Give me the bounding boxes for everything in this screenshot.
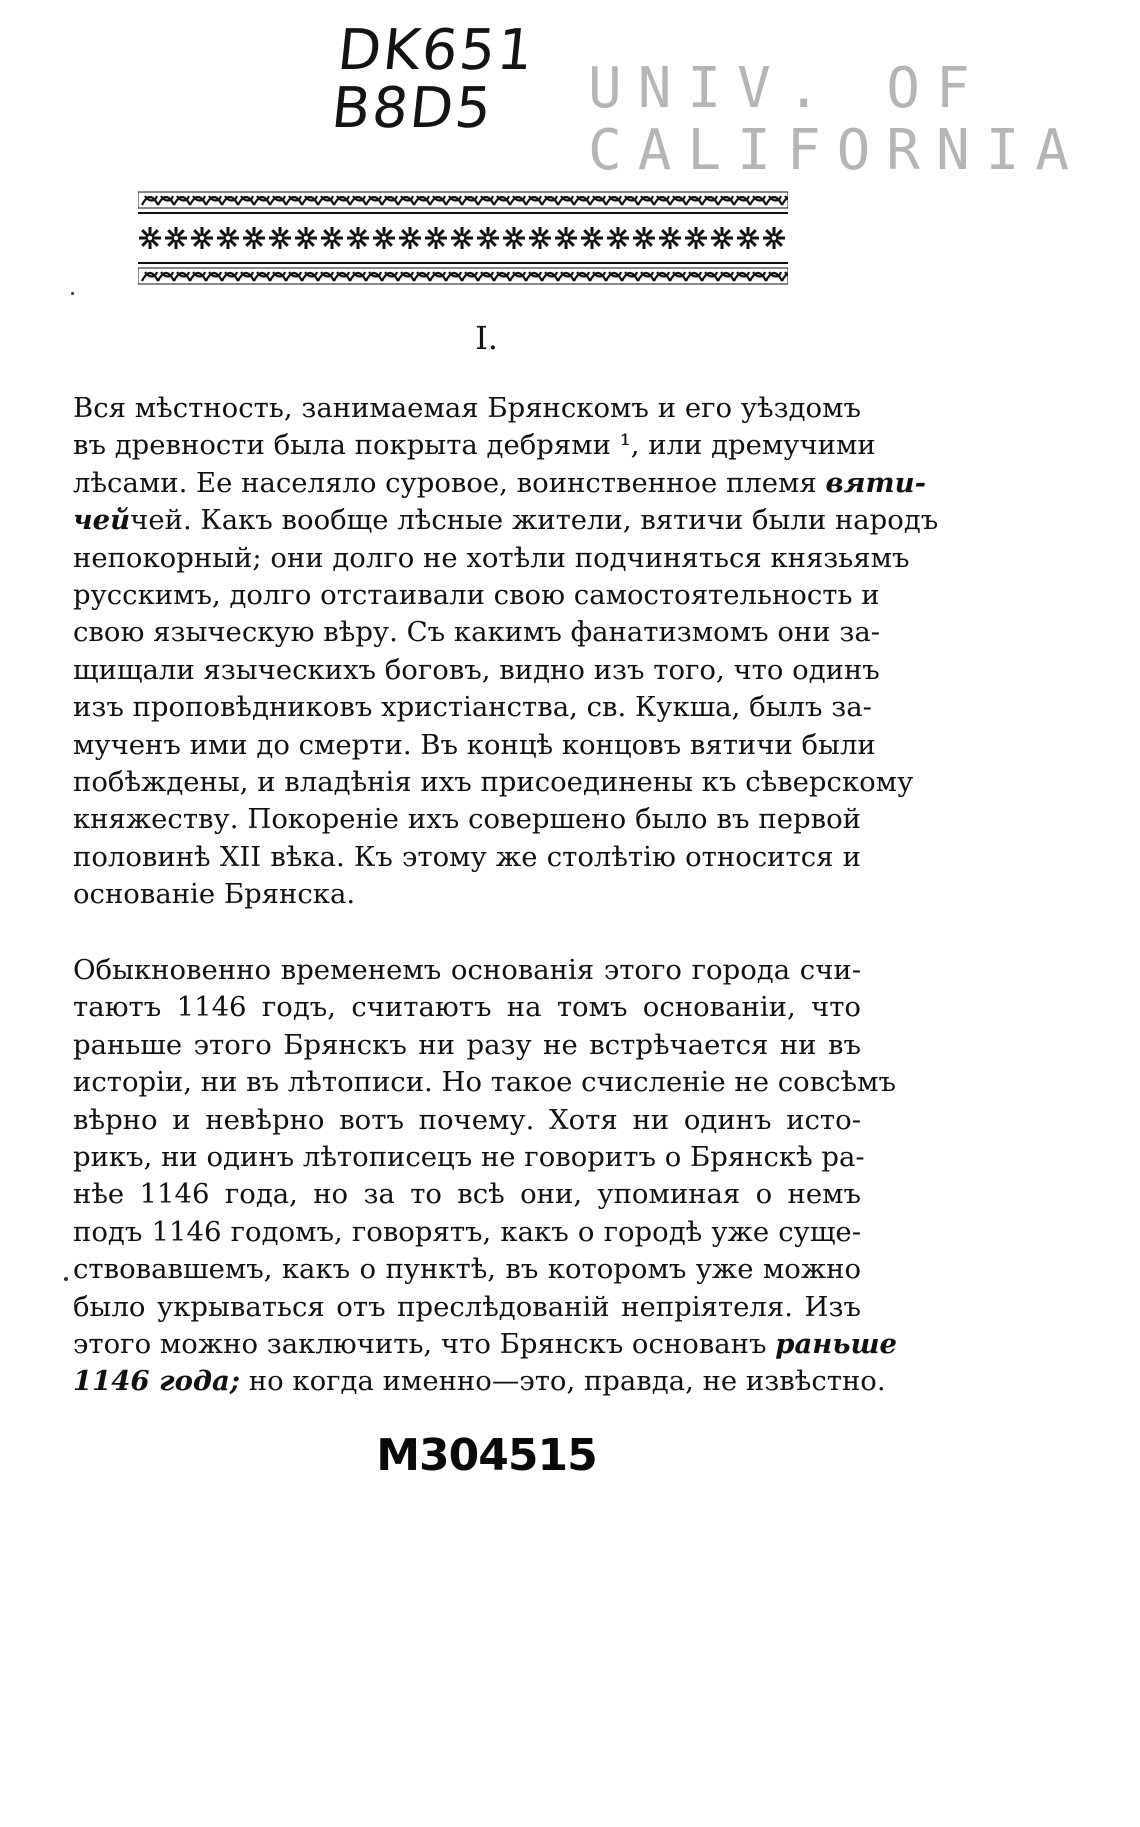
text-line: Вся мѣстность, занимаемая Брянскомъ и его уѣздомъ	[73, 392, 861, 424]
paragraph-2	[73, 952, 898, 1401]
decorative-headpiece	[138, 186, 788, 290]
text-line: Обыкновенно временемъ основанія этого города счи-	[73, 954, 861, 986]
italic-phrase: 1146 года;	[73, 1365, 241, 1398]
text-line: непокорный; они долго не хотѣли подчиняться князьямъ	[73, 541, 910, 574]
margin-speck	[64, 1277, 68, 1281]
italic-phrase: раньше	[775, 1327, 898, 1360]
text-fragment: чей. Какъ вообще лѣсные жители, вятичи были народъ	[130, 504, 939, 537]
text-fragment: лѣсами. Ее населяло суровое, воинственное племя	[73, 466, 826, 499]
text-line: ствовавшемъ, какъ о пунктѣ, въ которомъ уже можно	[73, 1253, 861, 1286]
text-line: было укрываться отъ преслѣдованій непріятеля. Изъ	[73, 1290, 861, 1323]
library-stamp	[588, 56, 1086, 183]
text-line	[73, 502, 939, 539]
text-line: вѣрно и невѣрно вотъ почему. Хотя ни одинъ исто-	[73, 1103, 861, 1136]
library-stamp-line1: UNIV. OF	[588, 56, 986, 121]
accession-number: M304515	[376, 1430, 597, 1481]
text-line: подъ 1146 годомъ, говорятъ, какъ о городѣ уже суще-	[73, 1215, 861, 1248]
call-number-line1: DK651	[334, 18, 539, 83]
text-line	[73, 1363, 886, 1400]
text-line: раньше этого Брянскъ ни разу не встрѣчается ни въ	[73, 1028, 861, 1061]
text-line: изъ проповѣдниковъ христіанства, св. Кукша, былъ за-	[73, 691, 872, 724]
italic-word: вяти-	[825, 466, 926, 499]
text-line: таютъ 1146 годъ, считаютъ на томъ основаніи, что	[73, 991, 861, 1024]
italic-word: чей	[73, 504, 131, 537]
text-line: половинѣ XII вѣка. Къ этому же столѣтію относится и	[73, 840, 861, 873]
text-line: основаніе Брянска.	[73, 878, 356, 911]
text-fragment: но когда именно—это, правда, не извѣстно.	[240, 1365, 886, 1398]
text-line: рикъ, ни одинъ лѣтописецъ не говоритъ о Брянскѣ ра-	[73, 1140, 865, 1173]
call-number	[328, 18, 581, 141]
text-line: нѣе 1146 года, но за то всѣ они, упоминая о немъ	[73, 1178, 861, 1211]
library-stamp-line2: CALIFORNIA	[588, 118, 1086, 183]
call-number-line2: B8D5	[328, 76, 497, 141]
text-line: свою языческую вѣру. Съ какимъ фанатизмомъ они за-	[73, 616, 881, 649]
margin-speck	[71, 292, 74, 295]
text-line: побѣждены, и владѣнія ихъ присоединены къ сѣверскому	[73, 765, 914, 798]
text-line: исторіи, ни въ лѣтописи. Но такое счисленіе не совсѣмъ	[73, 1066, 897, 1099]
text-line: княжеству. Покореніе ихъ совершено было въ первой	[73, 803, 861, 836]
text-fragment: этого можно заключить, что Брянскъ основанъ	[73, 1327, 776, 1360]
text-line: щищали языческихъ боговъ, видно изъ того, что одинъ	[73, 653, 880, 686]
text-line: мученъ ими до смерти. Въ концѣ концовъ вятичи были	[73, 728, 876, 761]
chapter-heading: I.	[475, 319, 498, 357]
text-line	[73, 1326, 898, 1363]
text-line: въ древности была покрыта дебрями ¹, или дремучими	[73, 429, 876, 462]
paragraph-1	[73, 390, 939, 913]
text-line: русскимъ, долго отстаивали свою самостоятельность и	[73, 578, 880, 611]
text-line	[73, 465, 926, 502]
